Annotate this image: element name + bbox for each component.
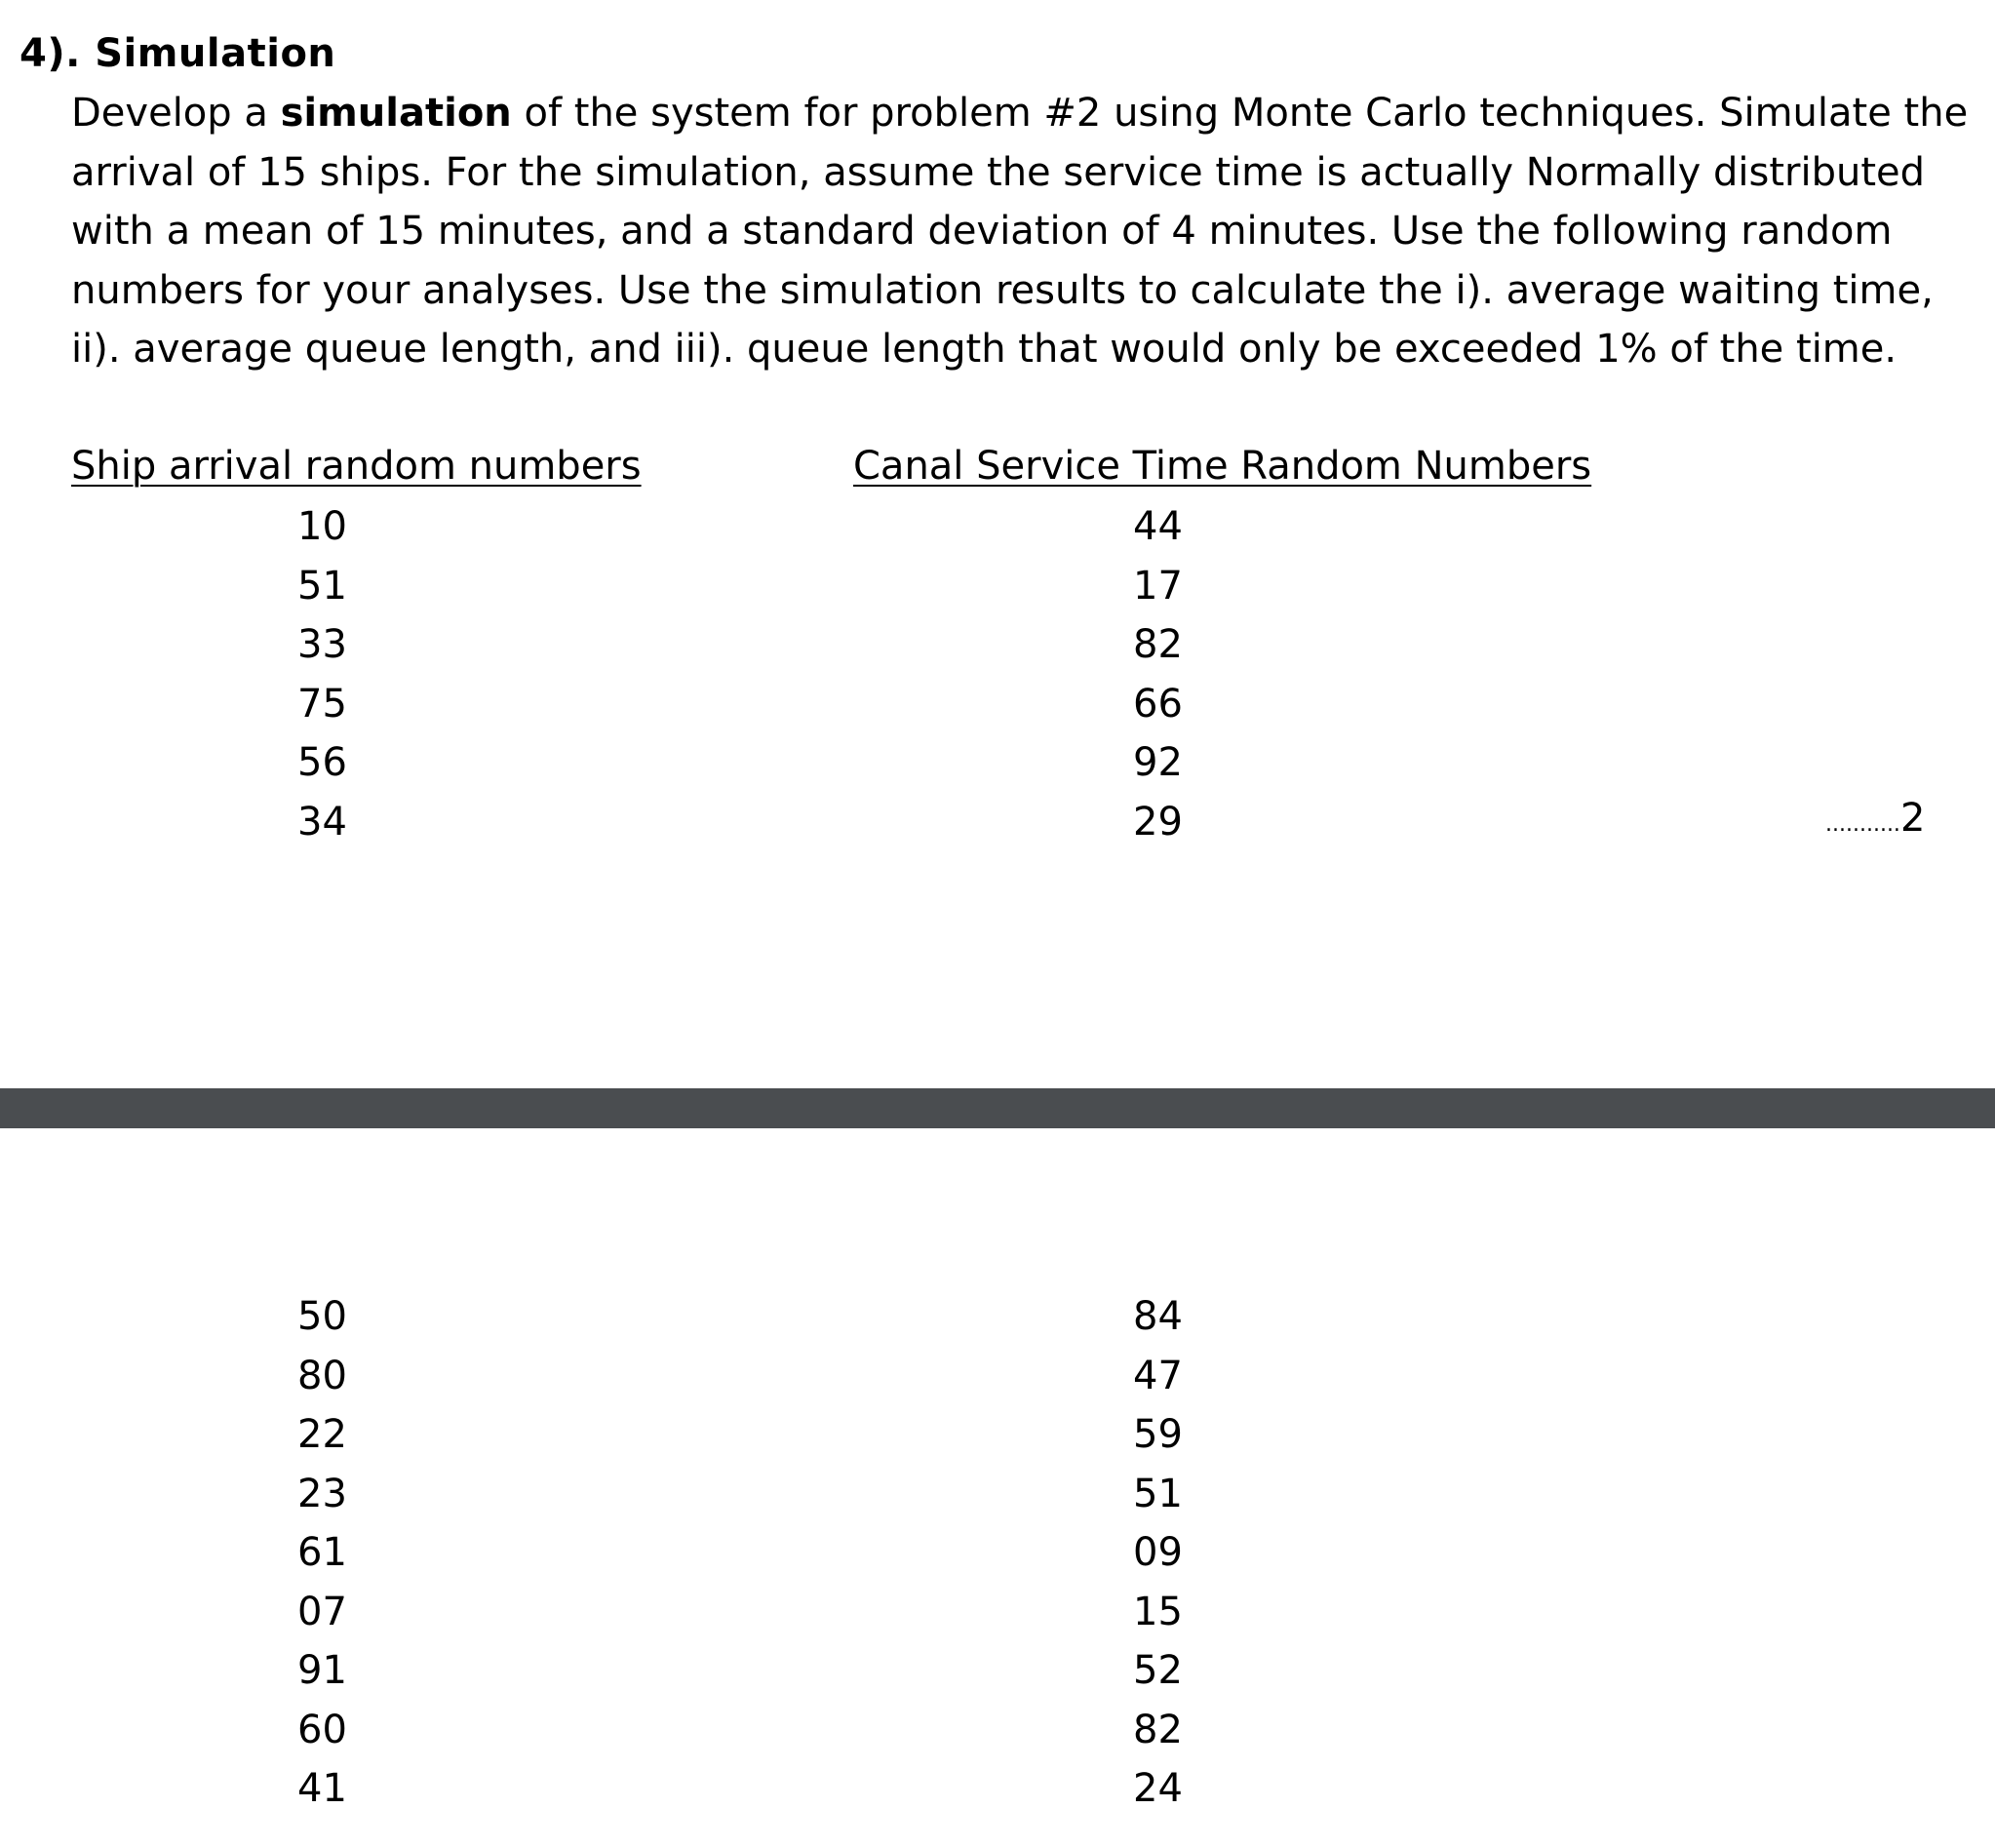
problem-description <box>71 84 1973 379</box>
ship-arrival-column-page-1 <box>297 497 347 851</box>
ship-arrival-value: 34 <box>297 799 347 845</box>
paragraph-line-1-start: Develop a <box>71 91 281 136</box>
service-time-value: 82 <box>1133 622 1183 667</box>
paragraph-line-1-end: of the system for problem #2 using Monte Carlo techniques. Simulate the <box>511 91 1969 136</box>
ship-arrival-value: 91 <box>297 1648 347 1693</box>
page-number: 2 <box>1899 796 1926 841</box>
service-time-value: 84 <box>1133 1294 1183 1339</box>
paragraph-line-4: numbers for your analyses. Use the simulation results to calculate the i). average waiting time, <box>71 267 1934 313</box>
ship-arrival-value: 60 <box>297 1707 347 1752</box>
page-number-marker <box>1825 796 1925 841</box>
service-time-value: 92 <box>1133 740 1183 785</box>
service-time-header: Canal Service Time Random Numbers <box>853 444 1592 489</box>
service-time-value: 82 <box>1133 1707 1183 1752</box>
paragraph-line-3: with a mean of 15 minutes, and a standard deviation of 4 minutes. Use the following random <box>71 209 1893 254</box>
service-time-value: 24 <box>1133 1766 1183 1811</box>
ship-arrival-value: 33 <box>297 622 347 667</box>
paragraph-line-2: arrival of 15 ships. For the simulation, assume the service time is actually Normally distributed <box>71 149 1926 195</box>
service-time-value: 15 <box>1133 1589 1183 1634</box>
ship-arrival-value: 23 <box>297 1471 347 1516</box>
service-time-column-page-2 <box>1133 1287 1183 1819</box>
service-time-value: 52 <box>1133 1648 1183 1693</box>
ship-arrival-value: 22 <box>297 1412 347 1457</box>
ship-arrival-value: 07 <box>297 1589 347 1634</box>
service-time-value: 29 <box>1133 799 1183 845</box>
paragraph-bold-term: simulation <box>280 91 512 136</box>
paragraph-line-5: ii). average queue length, and iii). queue length that would only be exceeded 1% of the time. <box>71 327 1897 372</box>
ship-arrival-column-page-2 <box>297 1287 347 1819</box>
ship-arrival-value: 80 <box>297 1353 347 1398</box>
service-time-value: 51 <box>1133 1471 1183 1516</box>
service-time-value: 09 <box>1133 1530 1183 1575</box>
service-time-value: 47 <box>1133 1353 1183 1398</box>
ship-arrival-value: 41 <box>297 1766 347 1811</box>
paragraph-line-1 <box>71 84 1973 143</box>
ship-arrival-value: 51 <box>297 563 347 609</box>
service-time-value: 17 <box>1133 563 1183 609</box>
ship-arrival-value: 61 <box>297 1530 347 1575</box>
service-time-value: 66 <box>1133 681 1183 727</box>
service-time-column-page-1 <box>1133 497 1183 851</box>
section-heading: 4). Simulation <box>20 31 336 76</box>
ship-arrival-header: Ship arrival random numbers <box>71 444 642 489</box>
ship-arrival-value: 56 <box>297 740 347 785</box>
ship-arrival-value: 10 <box>297 504 347 549</box>
page-break-divider <box>0 1088 1995 1128</box>
leader-dots: ........... <box>1825 812 1900 837</box>
ship-arrival-value: 50 <box>297 1294 347 1339</box>
service-time-value: 44 <box>1133 504 1183 549</box>
ship-arrival-value: 75 <box>297 681 347 727</box>
service-time-value: 59 <box>1133 1412 1183 1457</box>
